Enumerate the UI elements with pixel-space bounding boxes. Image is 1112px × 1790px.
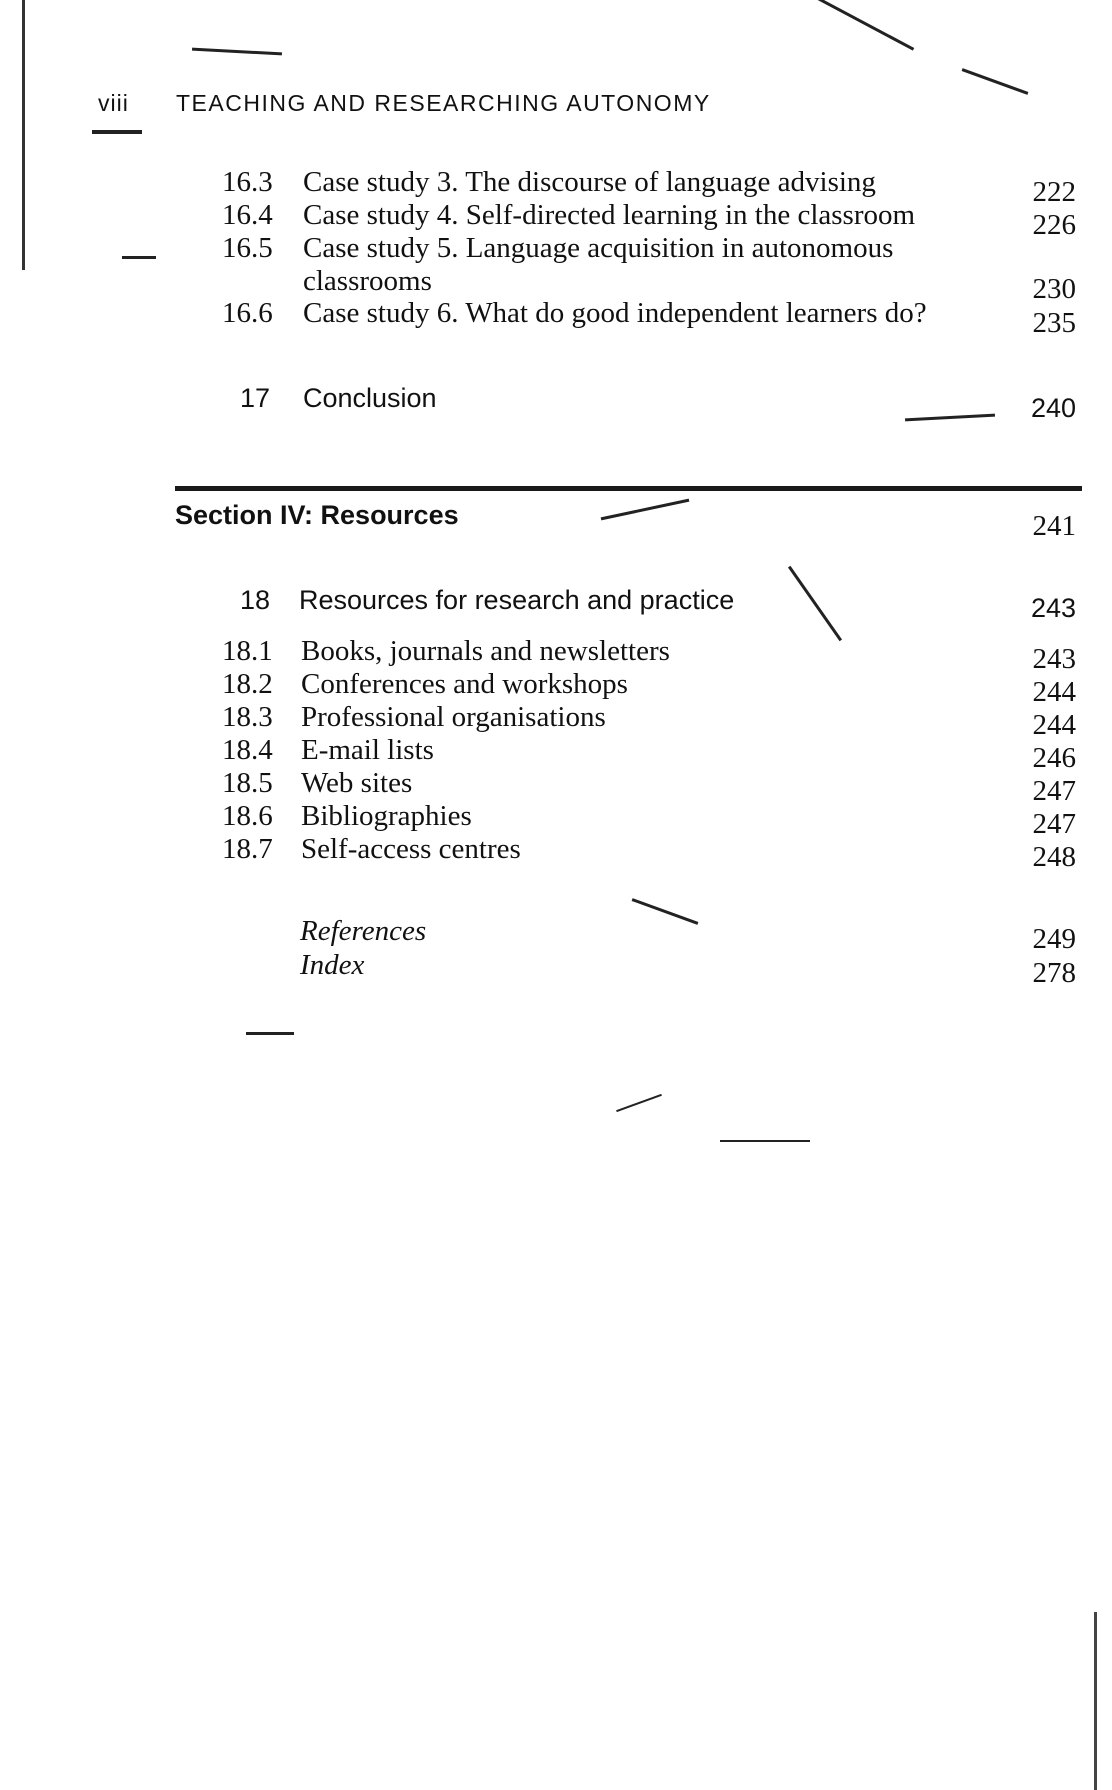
page-folio: viii [98,90,129,116]
entry-page: 247 [1032,808,1076,840]
entry-page: 235 [1032,307,1076,339]
entry-number: 18.7 [222,833,273,865]
entry-number: 18.4 [222,734,273,766]
entry-number: 16.4 [222,199,273,231]
chapter-number: 18 [240,585,271,615]
entry-title: Case study 5. Language acquisition in autonomous [303,232,894,264]
folio-underline [92,130,142,134]
entry-number: 16.5 [222,232,273,264]
entry-number: 18.5 [222,767,273,799]
entry-page: 244 [1032,709,1076,741]
backmatter-title: Index [300,949,365,981]
chapter-page: 240 [1030,393,1076,423]
scan-noise [616,1094,662,1112]
section-page: 241 [1032,510,1076,542]
entry-page: 246 [1032,742,1076,774]
chapter-number: 17 [240,383,271,413]
entry-number: 16.3 [222,166,273,198]
running-head-title: TEACHING AND RESEARCHING AUTONOMY [176,90,711,116]
entry-page: 248 [1032,841,1076,873]
backmatter-page: 249 [1032,923,1076,955]
scan-noise [632,898,699,925]
scan-noise [788,566,842,641]
entry-page: 230 [1032,273,1076,305]
entry-title: Web sites [301,767,413,799]
entry-number: 16.6 [222,297,273,329]
backmatter-page: 278 [1032,957,1076,989]
entry-page: 244 [1032,676,1076,708]
scan-noise [192,48,282,56]
backmatter-title: References [300,915,427,947]
scan-edge-artifact [1094,1612,1097,1790]
entry-title: Professional organisations [301,701,606,733]
entry-title: Case study 3. The discourse of language advising [303,166,876,198]
scan-noise [962,68,1029,95]
scan-noise [816,0,915,51]
chapter-page: 243 [1030,593,1076,623]
entry-page: 226 [1032,209,1076,241]
scan-noise [905,414,995,422]
entry-title-continued: classrooms [303,265,432,297]
chapter-title: Resources for research and practice [299,585,735,615]
scan-noise [122,256,156,259]
scan-noise [246,1032,294,1035]
scan-noise [720,1140,810,1142]
entry-page: 247 [1032,775,1076,807]
chapter-title: Conclusion [303,383,437,413]
entry-title: Books, journals and newsletters [301,635,670,667]
entry-title: Case study 6. What do good independent learners do? [303,297,927,329]
scan-noise [601,499,690,521]
entry-number: 18.2 [222,668,273,700]
entry-number: 18.3 [222,701,273,733]
scan-edge-artifact [22,0,25,270]
entry-title: Conferences and workshops [301,668,628,700]
entry-title: Case study 4. Self-directed learning in the classroom [303,199,916,231]
section-heading: Section IV: Resources [175,500,459,530]
entry-number: 18.1 [222,635,273,667]
entry-page: 222 [1032,176,1076,208]
entry-page: 243 [1032,643,1076,675]
entry-title: Bibliographies [301,800,472,832]
entry-number: 18.6 [222,800,273,832]
entry-title: Self-access centres [301,833,521,865]
section-rule [175,486,1082,491]
entry-title: E-mail lists [301,734,434,766]
running-head [98,90,711,117]
